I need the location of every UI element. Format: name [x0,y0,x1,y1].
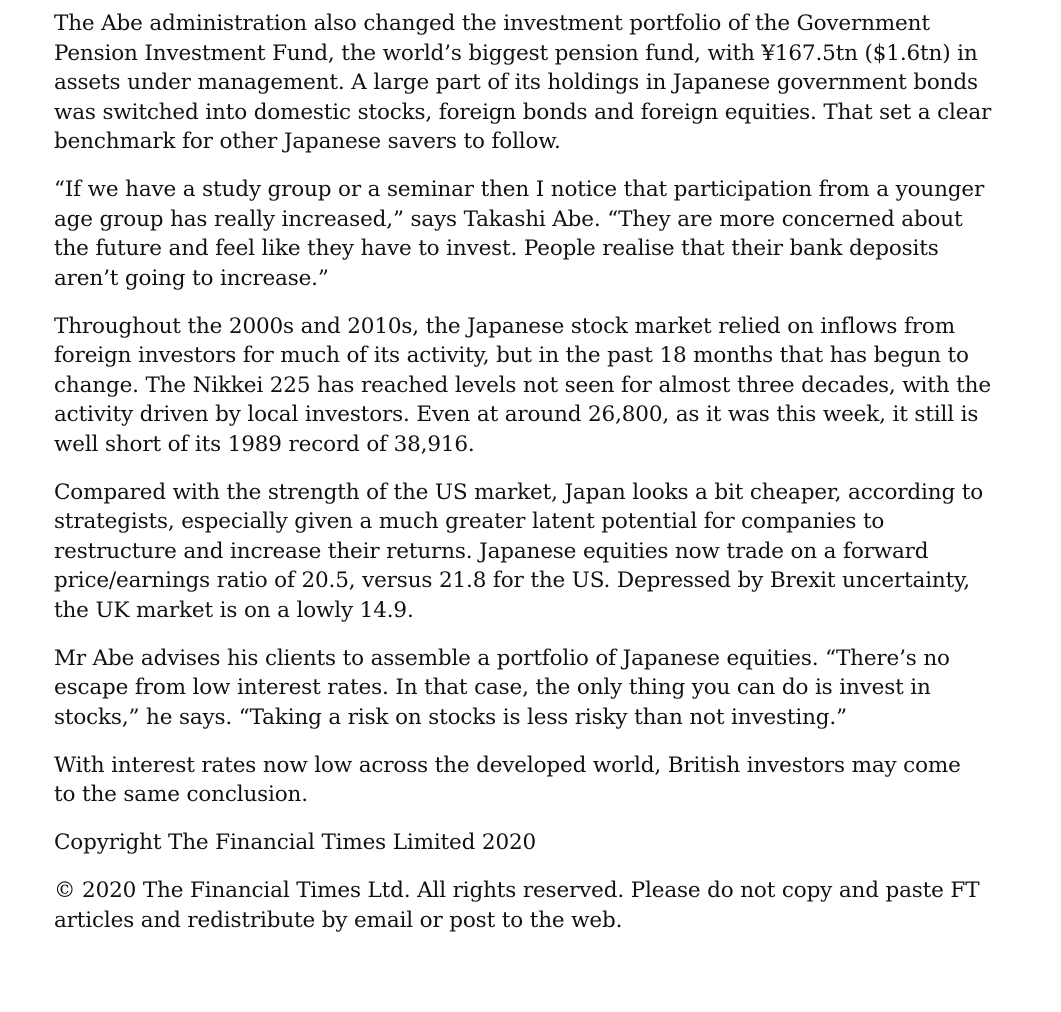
paragraph-line: assets under management. A large part of its holdings in Japanese government bonds [54,70,978,95]
article-body [54,9,994,954]
paragraph-valuation [54,478,994,626]
paragraph-line: articles and redistribute by email or post to the web. [54,907,623,933]
paragraph-line: restructure and increase their returns. Japanese equities now trade on a forward [54,538,929,564]
paragraph-line: the future and feel like they have to invest. People realise that their bank deposits [54,236,939,261]
paragraph-line: With interest rates now low across the developed world, British investors may come [54,752,961,778]
paragraph-line: was switched into domestic stocks, foreign bonds and foreign equities. That set a clear [54,99,992,125]
paragraph-line: stocks,” he says. “Taking a risk on stocks is less risky than not investing.” [54,704,847,730]
rights-notice [54,876,994,935]
paragraph-line: “If we have a study group or a seminar then I notice that participation from a younger [54,177,985,202]
paragraph-line: The Abe administration also changed the investment portfolio of the Government [54,11,930,36]
paragraph-line: © 2020 The Financial Times Ltd. All rights reserved. Please do not copy and paste FT [54,878,980,903]
paragraph-line: change. The Nikkei 225 has reached levels not seen for almost three decades, with the [54,372,991,398]
paragraph-gpif-portfolio [54,9,994,157]
paragraph-nikkei [54,312,994,460]
paragraph-line: strategists, especially given a much greater latent potential for companies to [54,509,885,534]
paragraph-line: benchmark for other Japanese savers to follow. [54,129,561,154]
paragraph-line: activity driven by local investors. Even at around 26,800, as it was this week, it still is [54,402,979,427]
paragraph-conclusion [54,751,994,810]
paragraph-line: well short of its 1989 record of 38,916. [54,431,475,457]
paragraph-line: Throughout the 2000s and 2010s, the Japanese stock market relied on inflows from [54,313,955,339]
paragraph-line: age group has really increased,” says Takashi Abe. “They are more concerned about [54,206,963,232]
paragraph-line: price/earnings ratio of 20.5, versus 21.8 for the US. Depressed by Brexit uncertainty, [54,568,970,593]
paragraph-line: Mr Abe advises his clients to assemble a portfolio of Japanese equities. “There’s no [54,645,950,671]
paragraph-abe-advice [54,644,994,733]
paragraph-line: to the same conclusion. [54,782,308,807]
paragraph-line: foreign investors for much of its activity, but in the past 18 months that has begun to [54,343,969,368]
paragraph-line: Compared with the strength of the US market, Japan looks a bit cheaper, according to [54,479,984,505]
paragraph-line: aren’t going to increase.” [54,265,329,291]
paragraph-line: the UK market is on a lowly 14.9. [54,597,414,623]
paragraph-line: escape from low interest rates. In that case, the only thing you can do is invest in [54,675,931,700]
copyright-line [54,828,994,858]
paragraph-line: Pension Investment Fund, the world’s biggest pension fund, with ¥167.5tn ($1.6tn) in [54,40,978,66]
paragraph-line: Copyright The Financial Times Limited 2020 [54,830,537,855]
paragraph-abe-quote [54,175,994,293]
